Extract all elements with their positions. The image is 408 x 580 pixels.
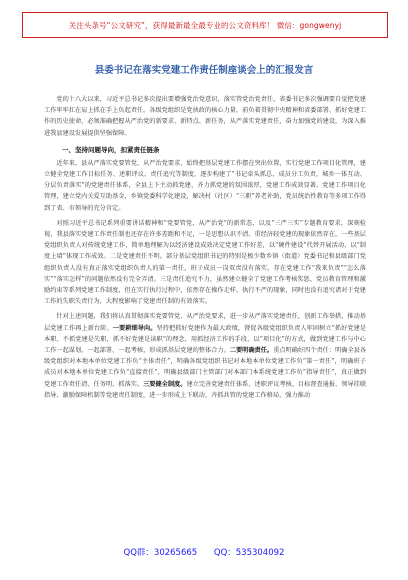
- intro-paragraph: 党的十八大以来，习近平总书记多次提出要增强党治党意识，落实管党治党责任，省委书记多次强调要自觉把党建工作牢牢扛在肩上抓在手上负起责任。各级党组织是党执政的核心力量，前负着贯彻中央精神和省委部署、抓好党建工作的历史使命，必须准确把握从严治党的新要求、新特点、新任务，从严落实党建责任，奋力加强党的建设，为深入推进我县建设发展提供坚强保障。: [44, 96, 366, 137]
- paragraph-measures: [44, 311, 366, 401]
- measure-1-text: 坚持把抓好党建作为最大政绩，督促各级党组织负责人牢固树立“抓好党建是本职、不抓党建是失职，抓不好党建是渎职”的理念，用抓经济工作的手段，以“项目化”的方式，做到党建工作与中心工作一起谋划，一起部署，一起考核，形成抓基层党建的整体合力。: [44, 324, 367, 355]
- paragraph-achievements: 近年来，县从严落实党要管党、从严治党要求，始终把基层党建工作摆在突出位置，实行党建工作项目化管理，建立健全党建工作目标任务、述职评议、责任追究等制度，逐步构建了“书记牵头抓总，成员分工负责，城乡一体互动、分层负责落实”的党建责任体系，全县上下主动抓党建、齐力抓党建的氛围浓厚，党建工作成效显著。党建工作项目化管理，建立党内关爱互助基金，乡镇党委科学化建设，解决村（社区）“三职”养老补助，党员统治性教育等多项工作得到了省、市领导的充分肯定。: [44, 159, 366, 212]
- promo-banner-text: 关注头条号“公文研究”，获得最新最全最专业的公文资料库！ 微信：gongwenyj: [68, 20, 342, 30]
- measure-3-title: 三要健全制度。: [143, 380, 187, 388]
- document-body: [44, 94, 366, 403]
- measure-2-text: 重点明确好四个责任：明确全县各级党组织对本地本单位党建工作负“主体责任”，明确各级党组织书记对本地本单位党建工作负“第一责任”，明确班子成员对本地本单位党建工作负“直接责任”，明确县级部门主管部门对本部门本系统党建工作负“指导责任”，真正做到党建工作责任清、任务明、抓落实。: [44, 347, 367, 388]
- qq-group: QQ群：30265665: [123, 548, 198, 558]
- section-heading: 一、坚持问题导向，扣紧责任链条: [62, 145, 160, 154]
- measure-1-title: 一要耕细导向。: [112, 324, 157, 332]
- promo-banner: [22, 12, 388, 38]
- qq-number: QQ：535304092: [213, 548, 285, 558]
- paragraph-problems: 对照习近平总书记系列重要讲话精神和“党要管党，从严治党”的新常态，以及“三严三实”专题教育要求，深刻检视，我县落实党建工作责任制也还存在许多差距和不足，一是思想认识不清。重经济轻党建的现象依然存在，一些基层党组织负责人对传统党建工作，简单地理解为以经济建设成效决定党建工作好差，以“硬件建设”代替开展活动、以“制度上墙”体现工作成效。二是党建责任不明。部分基层党组织书记的特别是极少数乡镇（街道）党委书记和县级部门党组织负责人没有真正落实党组织负责人的第一责任，班子成员一岗双责没有落实，存在党建工作“我来负责”“怎么落实”“落实怎样”的问题依然没有完全弄清。三是责任追究不力，虽然建立健全了党建工作考核奖惩、党员教育管理和激励约束等系列党建工作制度，但在实行执行过程中，依然存在操作走样、执行不严的现象，同时也没有追究诸对于党建工作的失职失责行为，大程度影响了党建责任制的有效落实。: [44, 219, 366, 306]
- measure-3-text: 建立完善党建责任体系、述职评议考核、目标督查通报、领导挂联指导、激励保障机制等党建责任制度，进一步形成上下联动、齐抓共管的党建工作格局，强力推动: [44, 380, 367, 399]
- measures-intro: 针对上述问题，我们将认真贯彻落实党要管党、从严治党要求，进一步从严落实党建责任，创新工作举措，推动基层党建工作再上新台阶。: [44, 313, 366, 332]
- document-title: 县委书记在落实党建工作责任制座谈会上的汇报发言: [94, 65, 314, 76]
- contact-footer: [0, 546, 408, 558]
- measure-2-title: 二要明确责任。: [229, 347, 274, 355]
